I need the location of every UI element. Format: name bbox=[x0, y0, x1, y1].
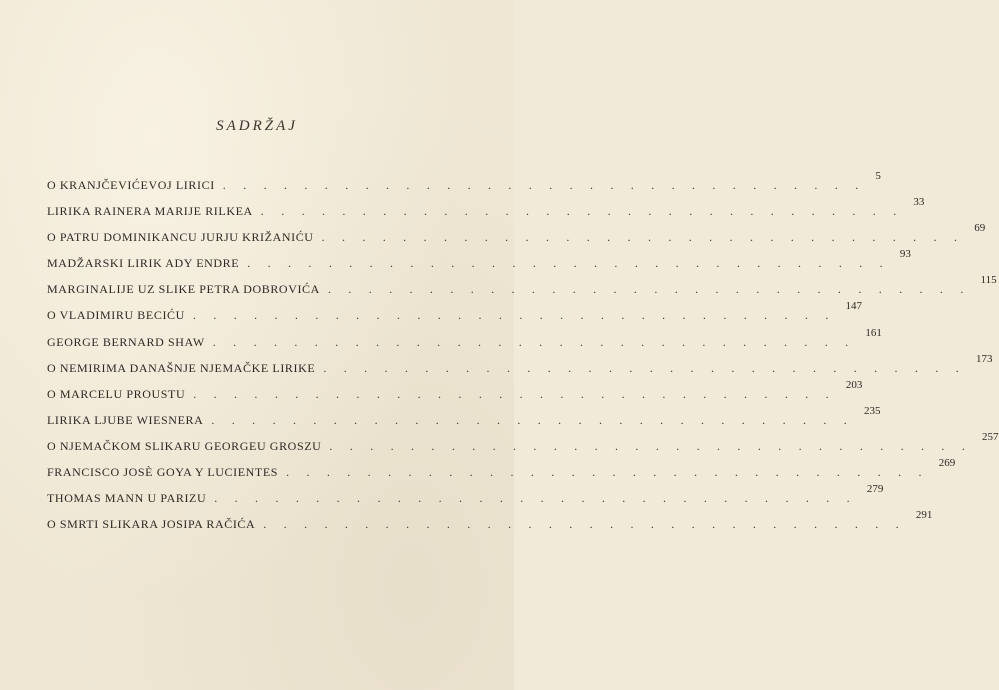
dot-leader: . . . . . . . . . . . . . . . . . . . . . . . . . . . . . . . . bbox=[212, 334, 856, 349]
toc-entry-page: 93 bbox=[899, 248, 911, 261]
dot-leader: . . . . . . . . . . . . . . . . . . . . . . . . . . . . . . . . bbox=[222, 178, 866, 192]
toc-entry-title: LIRIKA RAINERA MARIJE RILKEA bbox=[47, 204, 253, 219]
toc-entry-page: 33 bbox=[913, 196, 925, 209]
dot-leader: . . . . . . . . . . . . . . . . . . . . . . . . . . . . . . . . bbox=[323, 360, 966, 375]
toc-entry-title: MADŽARSKI LIRIK ADY ENDRE bbox=[47, 256, 240, 271]
dot-leader: . . . . . . . . . . . . . . . . . . . . . . . . . . . . . . . . bbox=[214, 491, 857, 506]
toc-entry bbox=[47, 326, 882, 353]
dot-leader: . . . . . . . . . . . . . . . . . . . . . . . . . . . . . . . . bbox=[327, 282, 971, 297]
toc-entry-page: 235 bbox=[863, 404, 881, 417]
toc-entry-page: 269 bbox=[938, 457, 956, 470]
toc-entry-page: 5 bbox=[875, 170, 881, 182]
toc-entry-title: O NEMIRIMA DANAŠNJE NJEMAČKE LIRIKE bbox=[47, 360, 316, 375]
toc-entry-title: MARGINALIJE UZ SLIKE PETRA DOBROVIĆA bbox=[47, 282, 320, 297]
toc-entry-page: 291 bbox=[915, 509, 933, 522]
toc-entry bbox=[47, 378, 863, 405]
toc-entry-title: O MARCELU PROUSTU bbox=[47, 386, 186, 401]
toc-entry bbox=[47, 274, 997, 300]
toc-entry-page: 147 bbox=[845, 300, 863, 313]
contents-heading: SADRŽAJ bbox=[216, 118, 298, 134]
toc-entry-title: FRANCISCO JOSÈ GOYA Y LUCIENTES bbox=[47, 465, 279, 480]
toc-entry-page: 69 bbox=[974, 222, 986, 235]
toc-entry-title: O VLADIMIRU BECIĆU bbox=[47, 308, 185, 323]
toc-entry-title: O PATRU DOMINIKANCU JURJU KRIŽANIĆU bbox=[47, 230, 314, 245]
toc-entry-title: GEORGE BERNARD SHAW bbox=[47, 334, 205, 349]
dot-leader: . . . . . . . . . . . . . . . . . . . . . . . . . . . . . . . . bbox=[321, 230, 965, 245]
dot-leader: . . . . . . . . . . . . . . . . . . . . . . . . . . . . . . . . bbox=[263, 517, 906, 532]
toc-entry bbox=[47, 457, 956, 483]
toc-entry-title: THOMAS MANN U PARIZU bbox=[47, 491, 207, 506]
toc-entry-page: 257 bbox=[982, 430, 999, 443]
toc-entry bbox=[47, 248, 911, 274]
toc-entry-page: 161 bbox=[865, 326, 882, 339]
dot-leader: . . . . . . . . . . . . . . . . . . . . . . . . . . . . . . . . bbox=[193, 386, 836, 401]
dot-leader: . . . . . . . . . . . . . . . . . . . . . . . . . . . . . . . . bbox=[260, 204, 904, 219]
dot-leader: . . . . . . . . . . . . . . . . . . . . . . . . . . . . . . . . bbox=[247, 256, 890, 271]
toc-entry-title: LIRIKA LJUBE WIESNERA bbox=[47, 412, 204, 427]
toc-entry bbox=[47, 300, 863, 326]
toc-entry-page: 203 bbox=[845, 378, 863, 391]
dot-leader: . . . . . . . . . . . . . . . . . . . . . . . . . . . . . . . . bbox=[211, 412, 854, 427]
toc-entry bbox=[47, 509, 933, 535]
toc-entry-title: O SMRTI SLIKARA JOSIPA RAČIĆA bbox=[47, 517, 256, 532]
toc-entry bbox=[47, 483, 884, 509]
dot-leader: . . . . . . . . . . . . . . . . . . . . . . . . . . . . . . . . bbox=[192, 308, 836, 323]
dot-leader: . . . . . . . . . . . . . . . . . . . . . . . . . . . . . . . . bbox=[329, 438, 973, 453]
toc-entry bbox=[47, 222, 986, 248]
toc-entry bbox=[47, 352, 993, 379]
toc-entry bbox=[47, 196, 925, 222]
toc-entry-page: 173 bbox=[975, 352, 993, 365]
toc-entry-page: 279 bbox=[866, 483, 884, 496]
toc-entry bbox=[47, 404, 881, 431]
table-of-contents bbox=[47, 170, 999, 535]
toc-entry-title: O NJEMAČKOM SLIKARU GEORGEU GROSZU bbox=[47, 438, 322, 453]
toc-entry-page: 115 bbox=[980, 274, 997, 287]
toc-entry bbox=[47, 430, 999, 457]
toc-entry bbox=[47, 170, 881, 196]
dot-leader: . . . . . . . . . . . . . . . . . . . . . . . . . . . . . . . . bbox=[286, 465, 929, 480]
toc-entry-title: O KRANJČEVIĆEVOJ LIRICI bbox=[47, 178, 215, 192]
